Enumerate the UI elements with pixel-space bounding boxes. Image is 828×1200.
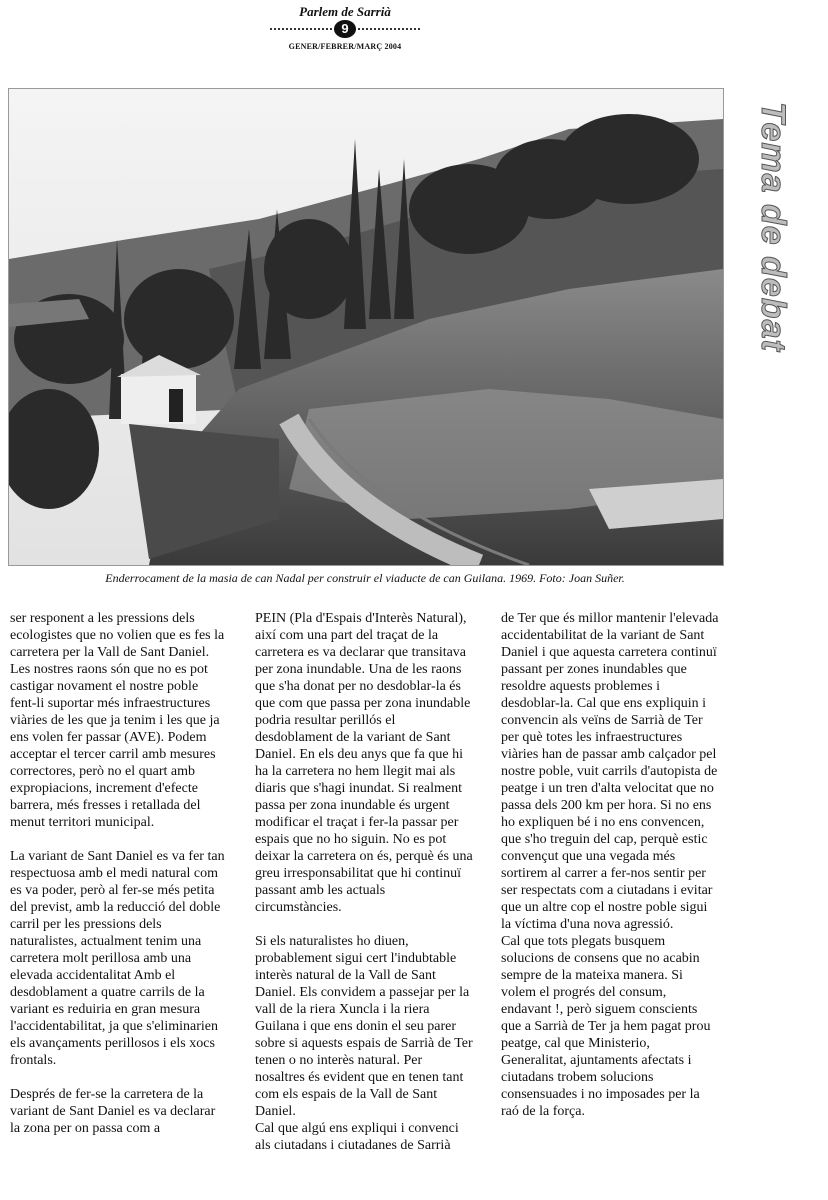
publication-name: Parlem de Sarrià — [299, 4, 391, 19]
page-header — [270, 4, 420, 51]
paragraph: de Ter que és millor mantenir l'elevada accidentabilitat de la variant de Sant Daniel i que aquesta carretera continuï passant per zones inundables que resoldre aquests problemes i desdoblar-la. Cal que ens expliquin i convencin als veïns de Sarrià de Ter per què totes les infraestructures viàries han de passar amb calçador pel nostre poble, vuit carrils d'autopista de peatge i un tren d'alta velocitat que no passa dels 200 km per hora. Si no ens ho expliquen bé i no ens convencen, que s'ho treguin del cap, perquè estic convençut que una vegada més sortirem al carrer a fer-nos sentir per ser respectats com a ciutadans i evitar que un altre cop el nostre poble sigui la víctima d'una nova agressió. — [501, 611, 719, 932]
paragraph: PEIN (Pla d'Espais d'Interès Natural), així com una part del traçat de la carretera es va declarar que transitava per zona inundable. Una de les raons que s'ha donat per no desdoblar-la és que com que passa per zona inundable podria resultar perillós el desdoblament de la variant de Sant Daniel. En els deu anys que fa que hi ha la carretera no hem llegit mai als diaris que s'hagi inundat. Si realment passa per zona inundable és urgent modificar el traçat i fer-la passar per espais que no ho siguin. No es pot deixar la carretera on és, perquè és una greu irresponsabilitat que hi continuï passant amb les actuals circumstàncies. — [255, 611, 473, 915]
page-number-badge: 9 — [334, 20, 356, 38]
paragraph: ser responent a les pressions dels ecologistes que no volien que es fes la carretera per la Vall de Sant Daniel. Les nostres raons són que no es pot castigar novament el nostre poble fent-li suportar més infraestructures viàries de les que ja tenim i les que ja ens volen fer passar (AVE). Podem acceptar el tercer carril amb mesures correctores, però no el quart amb expropiacions, increment d'efecte barrera, més fresses i retallada del menut territori municipal. — [10, 611, 225, 830]
issue-date: GENER/FEBRER/MARÇ 2004 — [288, 42, 402, 51]
paragraph: Si els naturalistes ho diuen, probablement sigui cert l'indubtable interès natural de la Vall de Sant Daniel. Els convidem a passejar per la vall de la riera Xuncla i la riera Guilana i que ens donin el seu parer sobre si aquests espais de Sarrià de Ter tenen o no interès natural. Per nosaltres és evident que en tenen tant com els espais de la Vall de Sant Daniel. — [255, 934, 473, 1119]
section-title-text: Tema de debat — [754, 102, 792, 352]
article-column-3 — [501, 610, 719, 1137]
page-number-row — [270, 22, 420, 42]
photo-caption: Enderrocament de la masia de can Nadal per construir el viaducte de can Guilana. 1969. Foto: Joan Suñer. — [105, 571, 625, 585]
article-column-2 — [255, 610, 473, 1171]
demolition-photo — [8, 88, 724, 566]
paragraph: Després de fer-se la carretera de la variant de Sant Daniel es va declarar la zona per on passa com a — [10, 1087, 216, 1136]
section-title-vertical — [748, 98, 798, 358]
article-column-1 — [10, 610, 228, 1154]
paragraph: Cal que algú ens expliqui i convenci als ciutadans i ciutadanes de Sarrià — [255, 1121, 459, 1153]
paragraph: Cal que tots plegats busquem solucions de consens que no acabin sempre de la mateixa manera. Si volem el progrés del consum, endavant !, però siguem conscients que a Sarrià de Ter ja hem pagat prou peatge, cal que Ministerio, Generalitat, ajuntaments afectats i ciutadans trobem solucions consensuades i no imposades per la raó de la força. — [501, 934, 711, 1119]
paragraph: La variant de Sant Daniel es va fer tan respectuosa amb el medi natural com es va poder, però al fer-se més petita del previst, amb la reducció del doble carril per les pressions dels naturalistes, actualment tenim una carretera molt perillosa amb una elevada accidentalitat Amb el desdoblament a quatre carrils de la variant es reduiria en gran mesura l'accidentabilitat, ja que s'eliminarien els avançaments perillosos i els xocs frontals. — [10, 849, 225, 1068]
